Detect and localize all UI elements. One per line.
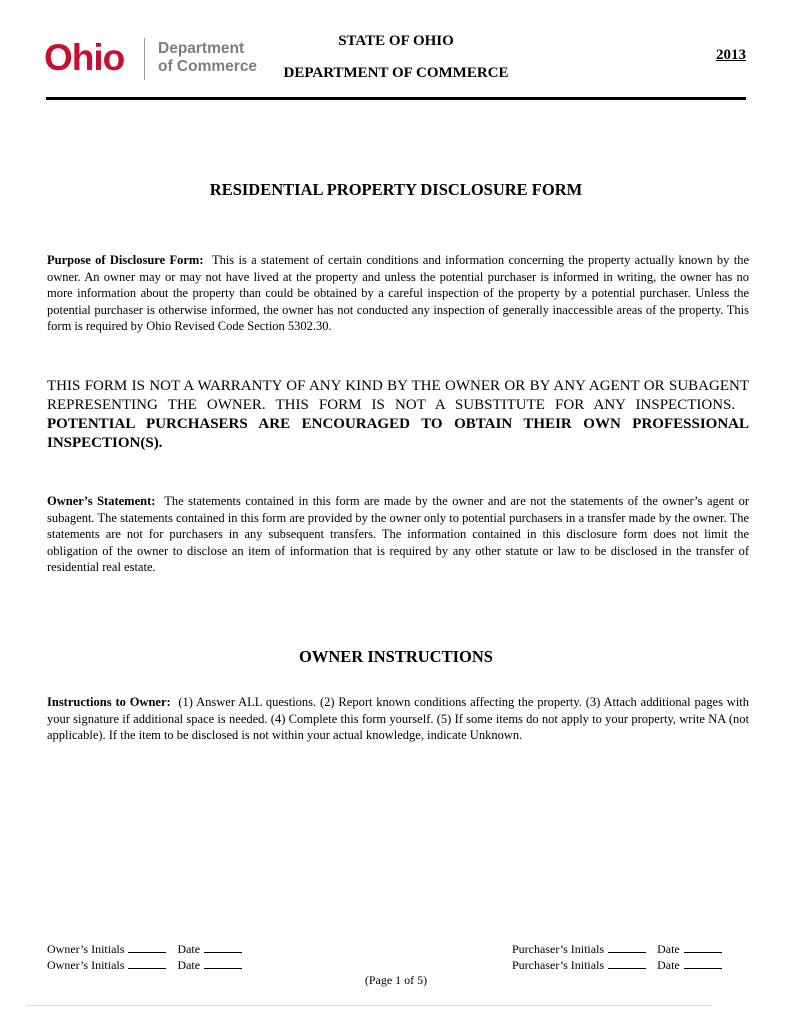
owner-initials-label: Owner’s Initials: [47, 942, 125, 956]
owner-initials-row: [47, 941, 245, 957]
purchaser-initials-row: [512, 957, 725, 973]
purpose-label: Purpose of Disclosure Form:: [47, 253, 204, 267]
date-label: Date: [657, 942, 680, 956]
logo-ohio-wordmark: Ohio: [44, 37, 125, 78]
owner-statement-label: Owner’s Statement:: [47, 494, 156, 508]
owner-statement-text: The statements contained in this form are made by the owner and are not the statements of the owner’s agent or subagent. The statements contained in this form are provided by the owner only to potential purchasers in a transfer made by the owner. The statements are not for purchasers in any subsequent transfers. The information contained in this disclosure form does not limit the obligation of the owner to disclose an item of information that is required by any other statute or law to be disclosed in the transfer of residential real estate.: [47, 494, 749, 574]
instructions-label: Instructions to Owner:: [47, 695, 171, 709]
warning-plain-text: THIS FORM IS NOT A WARRANTY OF ANY KIND BY THE OWNER OR BY ANY AGENT OR SUBAGENT REPRESENTING THE OWNER. THIS FORM IS NOT A SUBSTITUTE FOR ANY INSPECTIONS.: [47, 378, 749, 413]
state-heading: STATE OF OHIO: [338, 33, 454, 49]
owner-initials-label: Owner’s Initials: [47, 958, 125, 972]
purchaser-date-field[interactable]: [684, 957, 722, 969]
purchaser-initials-label: Purchaser’s Initials: [512, 958, 605, 972]
purchaser-initials-field[interactable]: [608, 941, 646, 953]
purpose-text: This is a statement of certain conditions and information concerning the property actually known by the owner. An owner may or may not have lived at the property and unless the potential purchaser is informed in writing, the owner has no more information about the property than could be obtained by a careful inspection of the property by a potential purchaser. Unless the potential purchaser is otherwise informed, the owner has not conducted any inspection of generally inaccessible areas of the property. This form is required by Ohio Revised Code Section 5302.30.: [47, 253, 750, 333]
instructions-paragraph: [47, 694, 749, 744]
page-number: (Page 1 of 5): [364, 973, 428, 987]
purpose-paragraph: [47, 252, 749, 335]
department-heading: DEPARTMENT OF COMMERCE: [283, 65, 509, 81]
owner-initials-row: [47, 957, 245, 973]
logo-commerce-line: of Commerce: [158, 58, 258, 75]
purchaser-date-field[interactable]: [684, 941, 722, 953]
purchaser-initials-block: [512, 941, 725, 973]
purchaser-initials-row: [512, 941, 725, 957]
date-label: Date: [657, 958, 680, 972]
header-divider: [46, 97, 746, 100]
instructions-heading: OWNER INSTRUCTIONS: [299, 647, 493, 666]
owner-date-field[interactable]: [204, 957, 242, 969]
footer-divider: [26, 1005, 712, 1006]
form-year: 2013: [716, 47, 746, 63]
purchaser-initials-label: Purchaser’s Initials: [512, 942, 605, 956]
warning-bold-text: POTENTIAL PURCHASERS ARE ENCOURAGED TO OBTAIN THEIR OWN PROFESSIONAL INSPECTION(S).: [47, 416, 749, 451]
owner-initials-block: [47, 941, 245, 973]
ohio-commerce-logo: [44, 36, 264, 82]
purchaser-initials-field[interactable]: [608, 957, 646, 969]
date-label: Date: [177, 958, 201, 972]
owner-statement-paragraph: [47, 493, 749, 576]
warranty-warning: [47, 377, 749, 453]
form-title: RESIDENTIAL PROPERTY DISCLOSURE FORM: [209, 180, 583, 199]
logo-department-line: Department: [158, 40, 245, 57]
owner-date-field[interactable]: [204, 941, 242, 953]
instructions-text: (1) Answer ALL questions. (2) Report known conditions affecting the property. (3) Attach additional pages with your signature if additional space is needed. (4) Complete this form yourself. (5) If some items do not apply to your property, write NA (not applicable). If the item to be disclosed is not within your actual knowledge, indicate Unknown.: [47, 695, 750, 742]
owner-initials-field[interactable]: [128, 957, 166, 969]
date-label: Date: [177, 942, 201, 956]
logo-divider: [144, 38, 145, 80]
owner-initials-field[interactable]: [128, 941, 166, 953]
